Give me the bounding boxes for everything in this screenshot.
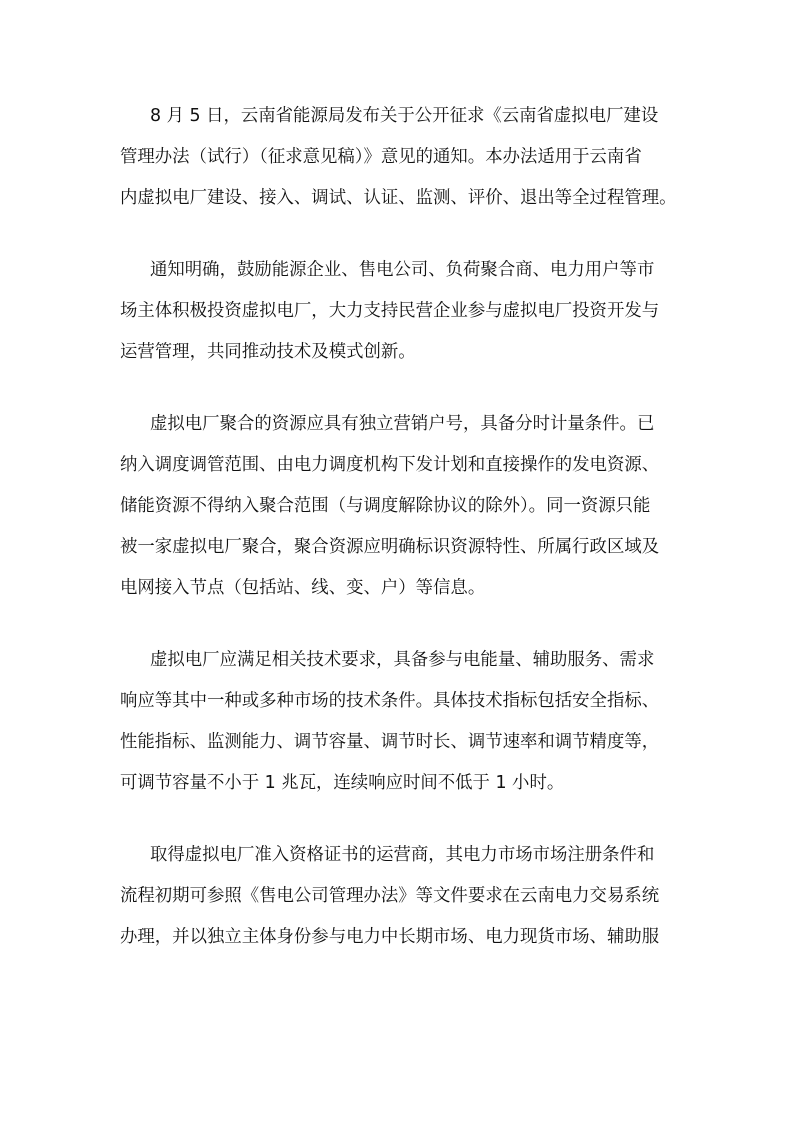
text-line: 储能资源不得纳入聚合范围（与调度解除协议的除外）。同一资源只能: [120, 496, 651, 516]
text-line: 虚拟电厂应满足相关技术要求，具备参与电能量、辅助服务、需求: [150, 650, 655, 670]
text-line: 运营管理，共同推动技术及模式创新。: [120, 342, 416, 362]
text-line: 电网接入节点（包括站、线、变、户）等信息。: [120, 578, 486, 598]
document-body: [120, 96, 680, 989]
text-line: 性能指标、监测能力、调节容量、调节时长、调节速率和调节精度等，: [120, 732, 660, 752]
text-line: 管理办法（试行）（征求意见稿）》意见的通知。本办法适用于云南省: [120, 147, 642, 167]
text-line: 流程初期可参照《售电公司管理办法》等文件要求在云南电力交易系统: [120, 886, 660, 906]
text-line: 内虚拟电厂建设、接入、调试、认证、监测、评价、退出等全过程管理。: [120, 188, 677, 208]
paragraph-2: [120, 250, 680, 373]
text-line: 8 月 5 日，云南省能源局发布关于公开征求《云南省虚拟电厂建设: [150, 106, 659, 126]
text-line: 可调节容量不小于 1 兆瓦，连续响应时间不低于 1 小时。: [120, 773, 565, 793]
paragraph-3: [120, 404, 680, 609]
text-line: 通知明确，鼓励能源企业、售电公司、负荷聚合商、电力用户等市: [150, 260, 655, 280]
text-line: 办理，并以独立主体身份参与电力中长期市场、电力现货市场、辅助服: [120, 927, 660, 947]
text-line: 虚拟电厂聚合的资源应具有独立营销户号，具备分时计量条件。已: [150, 414, 655, 434]
text-line: 被一家虚拟电厂聚合，聚合资源应明确标识资源特性、所属行政区域及: [120, 537, 660, 557]
paragraph-5: [120, 835, 680, 958]
text-line: 场主体积极投资虚拟电厂，大力支持民营企业参与虚拟电厂投资开发与: [120, 301, 660, 321]
text-line: 取得虚拟电厂准入资格证书的运营商，其电力市场市场注册条件和: [150, 845, 655, 865]
text-line: 纳入调度调管范围、由电力调度机构下发计划和直接操作的发电资源、: [120, 455, 660, 475]
text-line: 响应等其中一种或多种市场的技术条件。具体技术指标包括安全指标、: [120, 691, 660, 711]
paragraph-1: [120, 96, 680, 219]
paragraph-4: [120, 640, 680, 804]
